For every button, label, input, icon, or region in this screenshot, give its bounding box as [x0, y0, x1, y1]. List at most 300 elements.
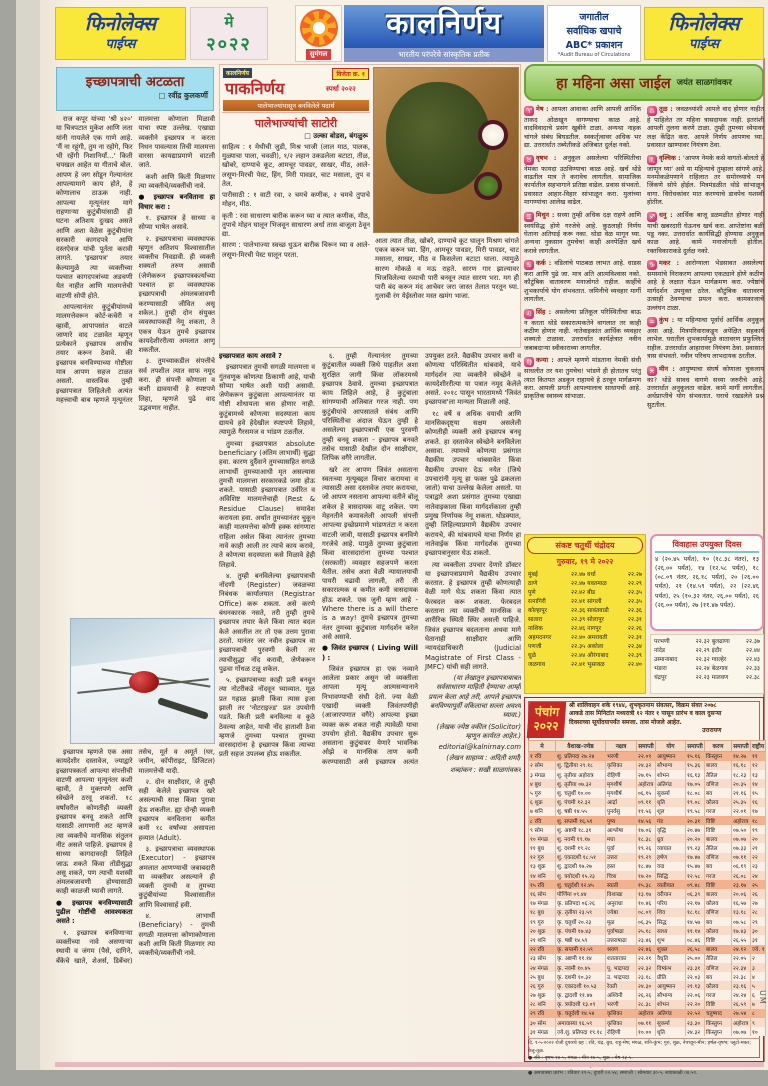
cell: १४.२७: [732, 751, 751, 761]
cell: १६.१८: [732, 761, 751, 770]
finolex-sub: पाईप्स: [105, 37, 136, 53]
zodiac-name: कर्क :: [536, 259, 555, 268]
cell: २२.२३: [695, 674, 710, 681]
cell: आश्लेषा: [606, 825, 637, 834]
sankashti-title: संकष्ट चतुर्थी चंद्रोदय: [527, 537, 643, 554]
cell: २२.०१: [732, 807, 751, 816]
paragraph: त्या व्यक्तीला उपचार देणारे डॉक्टर या इच्छापत्राप्रमाणे वैद्यकीय उपचार करतात. हे इच्छापत्र तुम्ही कोणत्याही वेळी मागे घेऊ शकता किंवा त्यात फेरबदल करू शकता. फेरबदल करताना त्या व्यक्तीची मानसिक व शारीरिक स्थिती स्थिर असली पाहिजे. जिवंत इच्छापत्र बदलताना अथवा मागे घेतानाही साक्षीदार आणि न्यायदंडाधिकारी (Judicial Magistrate of First Class - JMFC) यांची सही लागते.: [425, 560, 521, 671]
will-article-text-middle: [219, 352, 521, 1060]
cell: २२.१७: [686, 899, 705, 908]
article-byline: □ रवींद्र कुलकर्णी: [158, 91, 208, 100]
cell: इंदौर: [711, 647, 722, 654]
cell: शु. तृतीया अहोरात्र: [556, 770, 606, 779]
cell: ६: [751, 990, 766, 999]
cell: १७ मंगळ: [529, 899, 556, 908]
moonrise-row: [527, 569, 643, 578]
cell: शु. चतुर्दशी १२.४५: [556, 880, 606, 889]
cell: अश्विनी: [606, 990, 637, 999]
virgo-icon: ♍: [524, 357, 534, 367]
moonrise-row: [653, 663, 761, 672]
cell: २२.२०: [686, 1000, 705, 1009]
zodiac-entry: ♊ मिथुन : सध्या तुम्ही अधिक दक्ष राहणे आणि स्वयंसिद्ध होणे गरजेचे आहे. कुठलाही निर्णय घेताना अतिघाई करू नका. थोडा वेळ मागून घ्या. अन्यथा नुकसान तुमचेच! काही अनपेक्षित खर्च करावे लागतील.: [524, 210, 641, 255]
cell: २२.३४: [627, 643, 642, 650]
cell: १९ गुरु: [529, 917, 556, 926]
cell: अहोरात्र: [732, 816, 751, 825]
column-header: मे: [529, 740, 556, 751]
cell: १३: [751, 770, 766, 779]
panchang-row: [529, 853, 766, 862]
panchang-row: [529, 963, 766, 972]
cell: कौलव: [705, 899, 732, 908]
paragraph: साहित्य : १ मेथीची जुडी, मिश्र भाजी (लाल माठ, पालक, मुळ्याचा पाला, चवळी), १/२ लहान उकडलेला बटाटा, तीळ, खोबरे, दाण्याचे कूट, आमचूर पावडर, साखर, मीठ, आले-लसूण-मिरची पेस्ट, हिंग, मिरी पावडर, चाट मसाला, तूप व तेल.: [222, 143, 370, 188]
cell: बेळगाव: [711, 665, 728, 672]
cell: सिद्ध: [656, 917, 686, 926]
cell: १६ सोम: [529, 889, 556, 898]
cell: २१.१३: [686, 981, 705, 990]
cell: ११.१४: [686, 926, 705, 935]
cell: २२.४२: [571, 589, 586, 596]
cell: २२ रवि: [529, 945, 556, 954]
cell: मघा: [606, 834, 637, 843]
panchang-row: [529, 1009, 766, 1018]
aries-icon: ♈: [524, 106, 534, 116]
column-header: राष्ट्रीय: [751, 740, 766, 751]
panchang-row: [529, 816, 766, 825]
cell: २८.३८: [637, 1000, 656, 1009]
cell: कृ. चतुर्दशी १४.५४: [556, 1009, 606, 1018]
cell: शु. त्रयोदशी १५.२३: [556, 871, 606, 880]
cell: तैतिल: [705, 770, 732, 779]
cell: शु. द्वादशी १७.२७: [556, 862, 606, 871]
chutney-bowl: [474, 172, 502, 200]
cell: विष्टि: [705, 935, 732, 944]
cell: यवतमाळ: [587, 580, 607, 587]
sagittarius-icon: ♐: [647, 212, 657, 222]
cell: तैतिल: [705, 954, 732, 963]
moonrise-row: [527, 632, 643, 641]
cell: शुक्ल: [656, 945, 686, 954]
cell: १ रवि: [529, 751, 556, 761]
cell: नाशिक: [528, 625, 543, 632]
cell: औरंगाबाद: [587, 652, 609, 659]
panchang-row: [529, 862, 766, 871]
cell: सिद्धि: [656, 871, 686, 880]
cell: २२.२१: [637, 954, 656, 963]
cell: श्रवण: [606, 945, 637, 954]
aquarius-icon: ♒: [647, 317, 657, 327]
cell: २२.३९: [571, 616, 586, 623]
cell: २३.१८: [637, 972, 656, 981]
column-header: करण: [705, 740, 732, 751]
zodiac-entry: ♏ वृश्चिक : 'आपण नेमके कसे वागतो-बोलतो हे जाणून घ्या' असे या महिन्याचे तुम्हाला सांगणे आहे. मनमोकळेपणाने राहिलात तर समोरच्याचे मन जिंकणे सोपे होईल. मित्रमंडळीत थोडे सांभाळून वागा. विरोधकांवर मात करण्याचे डावपेच यशस्वी होतील.: [647, 153, 764, 207]
recipe-author: □ उल्का बोडस, बंगळुरू: [304, 132, 368, 140]
cell: कृ. दशमी १०.३२: [556, 972, 606, 981]
cell: शु. चतुर्थी १०.००: [556, 788, 606, 797]
cell: सावंतवाडी: [587, 607, 609, 614]
cell: बव: [705, 862, 732, 871]
panchang-table: [528, 740, 766, 1037]
cell: बालव: [705, 945, 732, 954]
cell: वृद्धि: [656, 825, 686, 834]
panchang-row: [529, 981, 766, 990]
moonrise-row: [653, 672, 761, 681]
cell: ५ गुरु: [529, 788, 556, 797]
cell: नांदेड: [654, 647, 666, 654]
finolex-sub: पाईप्स: [688, 37, 719, 53]
cell: पुष्य: [606, 816, 637, 825]
cell: २२.३६: [627, 607, 642, 614]
moonrise-row: [527, 623, 643, 632]
cell: कृ. सप्तमी १२.५९: [556, 945, 606, 954]
scorpio-icon: ♏: [647, 155, 657, 165]
cell: २४.१२: [732, 945, 751, 954]
cell: वणिज: [705, 853, 732, 862]
will-article-title-box: [56, 67, 214, 111]
cell: शु. तृतीया ०७.३२: [556, 779, 606, 788]
ayan-label: उत्तरायण: [702, 727, 722, 735]
paragraph: ५. इच्छापत्राच्या काही प्रती बनवून त्या नोटरीकडे नोंदवून घ्याव्यात. मूळ प्रत गहाळ झाली किंवा त्यास इजा झाली तर 'नोटराइज्ड' प्रत उपयोगी पडते. किती प्रती बनविल्या व कुठे ठेवल्या आहेत, याची नोंद हाताशी ठेवा म्हणजे तुमच्या पश्चात तुमच्या वारसदारांना हे इच्छापत्र किंवा त्याच्या प्रती सहज उपलब्ध होऊ शकतील.: [219, 676, 315, 759]
cell: २२.५२: [686, 1009, 705, 1018]
cell: मुंबई: [528, 571, 538, 578]
cell: २९ रवि: [529, 1009, 556, 1018]
paknirnay-title: पाकनिर्णय: [225, 79, 285, 98]
cell: १०.००: [637, 1027, 656, 1036]
wedding-days-title: विवाहास उपयुक्त दिवस: [655, 538, 759, 553]
cell: १९.५८: [686, 807, 705, 816]
cell: कृ. नवमी १०.४५: [556, 963, 606, 972]
cell: २४.३२: [686, 1027, 705, 1036]
cell: बुलढाणा: [711, 638, 730, 645]
cell: रोहिणी: [606, 1027, 637, 1036]
cell: २८ शनि: [529, 1000, 556, 1009]
abc-box: [547, 5, 641, 62]
cell: १० मंगळ: [529, 834, 556, 843]
cell: पूर्वाषाढा: [606, 926, 637, 935]
abc-footnote: *Audit Bureau of Circulations: [557, 51, 631, 58]
cell: ३: [751, 963, 766, 972]
cell: रत्नागिरी: [528, 598, 546, 605]
cell: ०६.३५: [637, 917, 656, 926]
panchang-row: [529, 1018, 766, 1027]
cell: २२.३५: [627, 598, 642, 605]
cell: ०७.११: [732, 853, 751, 862]
cell: २६.०८: [732, 871, 751, 880]
wax-seal-photo: [70, 618, 215, 744]
cell: २२.३१: [627, 616, 642, 623]
cell: २०.२०: [686, 834, 705, 843]
panchang-row: [529, 945, 766, 954]
panchang-row: [529, 917, 766, 926]
cell: १५.३६: [686, 761, 705, 770]
column-header: समाप्ती: [637, 740, 656, 751]
cell: ०६.३९: [686, 889, 705, 898]
cell: कृ. प्रतिपदा ०६.२६: [556, 899, 606, 908]
cell: २२.४१: [571, 661, 586, 668]
raita-bowl: [478, 120, 508, 150]
cell: आयुष्मान: [656, 981, 686, 990]
cell: अकोला: [587, 643, 604, 650]
paragraph: जिवंत इच्छापत्र हा एक नव्याने आलेला प्रकार असून जो व्यक्तीला आपला मृत्यू आत्मसन्मानाने निभावण्याची संधी देतो. ज्या वेळी एखादी व्यक्ती जिवंतपणीही (आजारपणात वगैरे) आपल्या इच्छा व्यक्त करू शकत नाही त्यावेळी याचा उपयोग होतो. वैद्यकीय उपचार सुरू असताना कुटुंबावर येणारे भावनिक ओझे व मानसिक ताण कमी करण्यासाठी असे इच्छापत्र अत्यंत उपयुक्त ठरते. वैद्यकीय उपचार कधी व कोणत्या परिस्थितीत थांबवावे, याचे मार्गदर्शन त्या व्यक्तीने स्वेच्छेने व कायदेशीररीत्या या पत्रात नमूद केलेले असते. २०१८ पासून भारतामध्ये 'जिवंत इच्छापत्रा'ला मान्यता मिळाली आहे.: [322, 352, 521, 766]
cell: १८.०८: [686, 788, 705, 797]
cell: १६: [751, 798, 766, 807]
sunflower-logo-icon: [300, 9, 338, 47]
cell: मृगशीर्ष: [606, 779, 637, 788]
month-box: [190, 7, 268, 60]
cell: ७ शनि: [529, 807, 556, 816]
cell: ज्ये.शु. प्रतिपदा १९.१८: [556, 1027, 606, 1036]
cell: २२.३२: [695, 638, 710, 645]
cell: आयुष्मान: [656, 751, 686, 761]
cell: १५.१६: [686, 751, 705, 761]
paragraph: ३. इच्छापत्राचा व्यवस्थापक (Executor) - इच्छापत्र अमलात आणण्याची जबाबदारी या व्यक्तीवर असल्याने ही व्यक्ती तुमची व तुमच्या कुटुंबीयांच्या विश्वासातील आणि विश्वासार्ह हवी.: [138, 844, 215, 909]
cell: २२.२९: [695, 647, 710, 654]
panchang-row: [529, 807, 766, 816]
panchang-row: [529, 1000, 766, 1009]
cell: शु. अष्टमी १८.३१: [556, 825, 606, 834]
moonrise-table: [527, 569, 643, 668]
cell: २७: [751, 899, 766, 908]
cell: शु. द्वितीया २९.१८: [556, 761, 606, 770]
horoscope-column-right: [647, 105, 764, 531]
zodiac-name: मकर :: [659, 259, 686, 268]
panchang-row: [529, 761, 766, 770]
cell: अमावास्या १६.५९: [556, 1018, 606, 1027]
cell: ३१: [751, 935, 766, 944]
cell: किंस्तुघ्न: [705, 1027, 732, 1036]
cell: २६.२६: [637, 990, 656, 999]
cell: २५.३५: [732, 798, 751, 807]
cell: १७: [751, 807, 766, 816]
horoscope-author: जयंत साळगांवकर: [676, 78, 732, 88]
cell: ४: [751, 972, 766, 981]
cell: ०७.५८: [732, 917, 751, 926]
paragraph: कृती : रवा साधारण बारीक करून घ्या व त्यात कणीक, मीठ, तुपाचे मोहन घालून भिजवून साधारण अर्धा तास बाजूला ठेवून द्या.: [222, 211, 370, 239]
cell: १५.३८: [637, 880, 656, 889]
horoscope-column-left: [524, 105, 641, 531]
cell: अहोरात्र: [637, 1009, 656, 1018]
cell: गरज: [705, 990, 732, 999]
cell: ६ शुक्र: [529, 798, 556, 807]
cell: ३०: [751, 926, 766, 935]
zodiac-name: तूळ :: [659, 105, 676, 113]
cell: १३.१८: [732, 908, 751, 917]
capricorn-icon: ♑: [647, 260, 657, 270]
paragraph: पारीसाठी : १ वाटी रवा, २ चमचे कणीक, २ चमचे तुपाचे मोहन, मीठ.: [222, 191, 370, 209]
cell: रेवती: [606, 981, 637, 990]
cell: वणिज: [705, 908, 732, 917]
cell: जळगाव: [528, 661, 545, 668]
cell: परभणी: [654, 638, 670, 645]
cell: २३.४६: [637, 935, 656, 944]
cell: ०६.१५: [637, 788, 656, 797]
cell: २३.३१: [686, 963, 705, 972]
zodiac-entry: ♓ मीन : आयुष्याचा संघर्ष कोणाला चुकलाय का? थोडे सावध वागणे सध्या जरुरीचे आहे. उत्तरार्धात अनुकूलता वाढेल. कामे मार्गी लागतील. अर्थप्राप्तीचे योग संभवतात. घराचे रखडलेले प्रश्न सुटतील.: [647, 364, 764, 409]
cell: १९.२३: [686, 843, 705, 852]
paragraph: इच्छापत्रात काय असावे ?: [219, 352, 282, 360]
cell: बालव: [705, 761, 732, 770]
cell: २२.०९: [637, 751, 656, 761]
cell: गरज: [705, 871, 732, 880]
panchang-label-year: २०२२: [533, 718, 560, 733]
cell: १८.३८: [637, 834, 656, 843]
cell: २२.४४: [745, 647, 760, 654]
cell: २२.३७: [745, 638, 760, 645]
wedding-days-text: ४ (२०.४५ पर्यंत), १० (१८.३८ नंतर), १३ (२६.०० पर्यंत), १४ (१२.५८ पर्यंत), १८ (०८.०९ नंतर, २६.१८ पर्यंत), २० (२६.०० पर्यंत), २१ (१४.५९ पर्यंत), २२ (२२.४६ पर्यंत), २५ (१०.३२ नंतर, २६.०० पर्यंत), २६ (२६.०० पर्यंत), २७ (११.४७ पर्यंत).: [655, 556, 759, 609]
cell: ९ सोम: [529, 825, 556, 834]
cell: २०.४७: [686, 825, 705, 834]
winner-badge: विजेता क्र. १: [332, 68, 369, 80]
cell: कोल्हापूर: [528, 607, 547, 614]
cell: कौलव: [705, 981, 732, 990]
cell: धृति: [656, 1027, 686, 1036]
scan-margin-code: UM: [758, 990, 767, 1005]
column-header: योग: [656, 740, 686, 751]
cell: ज्येष्ठा: [606, 908, 637, 917]
cell: विशाखा: [606, 889, 637, 898]
cell: १३ शुक्र: [529, 862, 556, 871]
paragraph: तुमच्या इच्छापत्रात absolute beneficiary (अंतिम लाभार्थी) सुद्धा हवा. कारण दुर्दैवाने तुमच्यासहित सगळे लाभार्थी तुमच्याआधी मृत असल्यास तुमची मालमत्ता सरकारकडे जमा होऊ शकते. यासाठी इच्छापत्रात उर्वरित व अविशिष्ट मालमत्तेचाही (Rest & Residue Clause) समावेश करायला हवा. अर्थात तुमच्यानंतर चुकून काही मालमत्तेचा कोणी हक्क सांगणारा राहिला असेल किंवा त्यानंतर तुमच्या नावे काही आली तर त्याचे काय करावे, ते कोणत्या सदस्याला कसे मिळावे हेही लिहावे.: [219, 439, 315, 569]
cell: ७: [751, 1000, 766, 1009]
moonrise-row: [527, 641, 643, 650]
cell: ०७.५०: [732, 825, 751, 834]
paragraph: इच्छापत्र म्हणजे एक असा कायदेशीर दस्तावेज, ज्याद्वारे इच्छापत्रकर्ता आपल्या संपत्तीची वाटणी आपल्या मृत्यूनंतर कशी व्हावी, ते मुक्तपणे आणि स्वेच्छेने ठरवू शकतो. १८ वर्षांवरील कोणतीही व्यक्ती इच्छापत्र बनवू शकते आणि यासाठी लागणारी अट म्हणजे त्या व्यक्तीचे मानसिक संतुलन नीट असले पाहिजे. इच्छापत्र हे साध्या कागदावरही लिहिले जाऊ शकते किंवा तोंडीसुद्धा असू शकते, पण त्याची यशस्वी अंमलबजावणी होण्यासाठी काही काळजी घ्यावी लागते.: [56, 748, 133, 896]
panchang-box: [524, 697, 765, 1076]
cell: कृ. तृतीया २३.५९: [556, 908, 606, 917]
cell: वैधृति: [656, 954, 686, 963]
cell: १९.२९: [637, 853, 656, 862]
cell: सुकर्मा: [656, 1018, 686, 1027]
cell: वज्र: [656, 862, 686, 871]
abc-line3: ABC* प्रकाशन: [565, 39, 623, 51]
cell: पूर्वा: [606, 843, 637, 852]
cell: २४.३२: [637, 761, 656, 770]
cell: १८.२३: [732, 770, 751, 779]
cell: शुभ: [656, 935, 686, 944]
cell: कृत्तिका: [606, 1009, 637, 1018]
moonrise-extra-box: [650, 634, 764, 694]
cell: शु. एकादशी १८.५१: [556, 853, 606, 862]
horoscope-title: हा महिना असा जाईल: [556, 75, 671, 92]
cell: भुसावळ: [587, 661, 605, 668]
cell: बव: [705, 972, 732, 981]
cell: २३.३०: [686, 1018, 705, 1027]
cell: ९: [751, 1018, 766, 1027]
cell: २२.४६: [637, 945, 656, 954]
cell: वरीयान: [656, 889, 686, 898]
cell: धृति: [656, 798, 686, 807]
paragraph: ● जिवंत इच्छापत्र ( Living Will ) :: [322, 644, 418, 662]
kalnirnay-brand-chip: कालनिर्णय: [223, 68, 252, 78]
cell: कृत्तिका: [606, 1018, 637, 1027]
panchang-intro: [569, 702, 721, 738]
cell: विष्टि: [705, 1000, 732, 1009]
cell: २६.५५: [732, 935, 751, 944]
cell: शिव: [656, 908, 686, 917]
cell: १८.१८: [686, 908, 705, 917]
panchang-footnotes: [528, 1038, 760, 1077]
cell: पुनर्वसु: [606, 807, 637, 816]
cell: ०७.०७: [732, 834, 751, 843]
cell: मूळ: [606, 917, 637, 926]
cell: ११: [751, 751, 766, 761]
paragraph: १. इच्छापत्र बनविणाऱ्या व्यक्तीच्या नावे असणाऱ्या स्थायी व जंगम (पैसे, दागिने, बँकेचे खाते, शेअर्स, डिबेंचर) तसेच, मूर्त व अमूर्त (घर, जमीन, कॉपीराइट, डिजिटल) मालमत्तेची यादी.: [56, 748, 215, 965]
panchang-intro-line: दिवसाच्या सूर्योदयापर्यंत समजा. तास मोजले आहेत.: [568, 718, 682, 726]
panchang-row: [529, 798, 766, 807]
cell: सुकर्मा: [656, 788, 686, 797]
column-header: वैशाख–ज्येष्ठ: [556, 740, 606, 751]
year-label: २०२२: [206, 33, 252, 55]
cell: शोभन: [656, 770, 686, 779]
masthead-tagline: भारतीय परंपरेचे सांस्कृतिक प्रतीक: [344, 48, 544, 62]
will-article-text-bottom: [56, 748, 215, 1060]
cell: मृगशीर्ष: [606, 788, 637, 797]
zodiac-entry: ♈ मेष : आपला आवाका आणि आपली आर्थिक ताकद ओळखून वागण्याचा काळ आहे. वादविवादाचे प्रसंग खुबीने टाळा. अन्यथा नाहक चांगले संबंध बिघडतील. स्वकर्तृत्वावर अधिक भर द्या. उत्तरार्धात तब्येतीकडे अजिबात दुर्लक्ष नको.: [524, 105, 641, 150]
cell: २२.३१: [627, 634, 642, 641]
zodiac-name: मिथुन :: [536, 210, 558, 219]
cell: ८: [751, 1009, 766, 1018]
dish-title: पालेभाज्यांची साटोरी: [254, 117, 338, 130]
cell: २८: [751, 908, 766, 917]
paknirnay-header: [222, 67, 370, 113]
cell: २४.३०: [637, 981, 656, 990]
cell: २२: [751, 853, 766, 862]
cell: २२.४०: [627, 661, 642, 668]
column-header: समाप्ती: [686, 740, 705, 751]
cell: २७.१५: [637, 770, 656, 779]
cell: साध्य: [656, 926, 686, 935]
cell: ०७.११: [637, 1018, 656, 1027]
cell: २२.३३: [745, 665, 760, 672]
cell: १०.४६: [637, 899, 656, 908]
cell: ३१ मंगळ: [529, 1027, 556, 1036]
panchang-row: [529, 880, 766, 889]
cell: १६.५७: [732, 899, 751, 908]
cell: विष्टि: [705, 880, 732, 889]
cell: प्रीति: [656, 972, 686, 981]
cell: २२.३६: [571, 607, 586, 614]
cell: २२.२७: [627, 571, 642, 578]
cell: व्यतीपात: [656, 880, 686, 889]
cell: चंद्रपूर: [654, 674, 667, 681]
cell: २२.३५: [571, 643, 586, 650]
footnote: ● अमावास्या प्रारंभ : रविवार २९-५, दुपारी ०२.५४, समाप्ती : सोमवार ३०-५, सायंकाळी ०४.५९.: [528, 1069, 698, 1076]
zodiac-entry: ♐ धनु : आर्थिक बाजू डळमळीत होणार नाही याची खबरदारी घेऊनच खर्च करा. आप्तेष्टांना बळी पडू नका. उत्तरार्धात कार्यसिद्धी होण्यास अनुकूल काळ आहे. कामे मनाजोगती होतील. रक्तविकाराकडे दुर्लक्ष नको.: [647, 210, 764, 255]
moonrise-row: [527, 578, 643, 587]
paragraph: १. इच्छापत्र हे साध्या व सोप्या भाषेत असावे.: [138, 213, 215, 232]
paragraph: सारण : पालेभाज्या स्वच्छ धुऊन बारीक चिरून घ्या व आले-लसूण-मिरची पेस्ट घालून परता.: [222, 241, 370, 259]
article-title: इच्छापत्राची अटळता: [85, 74, 185, 90]
paragraph: ४. लाभार्थी (Beneficiary) - तुमची सगळी मालमत्ता कोणाकोणाला कशी आणि किती मिळणार त्या व्यक्तीचे/व्यक्तींची नावे.: [138, 912, 215, 958]
cell: ८ रवि: [529, 816, 556, 825]
zodiac-entry: ♍ कन्या : आपले म्हणणे मांडताना नेमकी संधी साधलीत तर यश तुमचेच! भांडणे ही होतातच परंतु त्यात कितपत अडकून राहायचे हे ठरवून मार्गक्रमण करा. आपली प्रगती आपल्यालाच साधायची आहे. प्राकृतिक स्वास्थ्य सांभाळा.: [524, 356, 641, 401]
document-paper: [70, 646, 215, 744]
cell: चित्रा: [606, 871, 637, 880]
panchang-row: [529, 899, 766, 908]
footnote: ● रवि : वृषभ १४-५, मंगळ : मीन १७-५, शुक्र : मेष २३-५.: [528, 1055, 633, 1062]
cell: १८.४७: [637, 862, 656, 871]
cell: सौभाग्य: [656, 761, 686, 770]
cell: २२.३८: [745, 674, 760, 681]
cell: शूल: [656, 807, 686, 816]
cell: २२.२४: [695, 665, 710, 672]
cell: शु. पंचमी १२.३२: [556, 798, 606, 807]
cell: २: [751, 954, 766, 963]
cell: २२.४६: [571, 625, 586, 632]
month-label: मे: [224, 12, 234, 31]
cell: ठाणे: [528, 580, 538, 587]
paragraph: २. इच्छापत्राचा व्यवस्थापक म्हणून अतिशय विश्वासातील व्यक्तीच निवडावी. ही व्यक्ती शक्यतो तरुण असावी (जेणेकरून इच्छापत्रकर्त्याच्या पश्चात हा व्यवस्थापक इच्छापत्राची अंमलबजावणी करण्यासाठी जीवित असू शकेल.) तुम्ही दोन संयुक्त व्यवस्थापकही नेमू शकता, ते एकत्र येऊन तुमचे इच्छापत्र कायदेशीररीत्या अमलात आणू शकतील.: [138, 234, 215, 355]
leo-icon: ♌: [524, 309, 534, 319]
